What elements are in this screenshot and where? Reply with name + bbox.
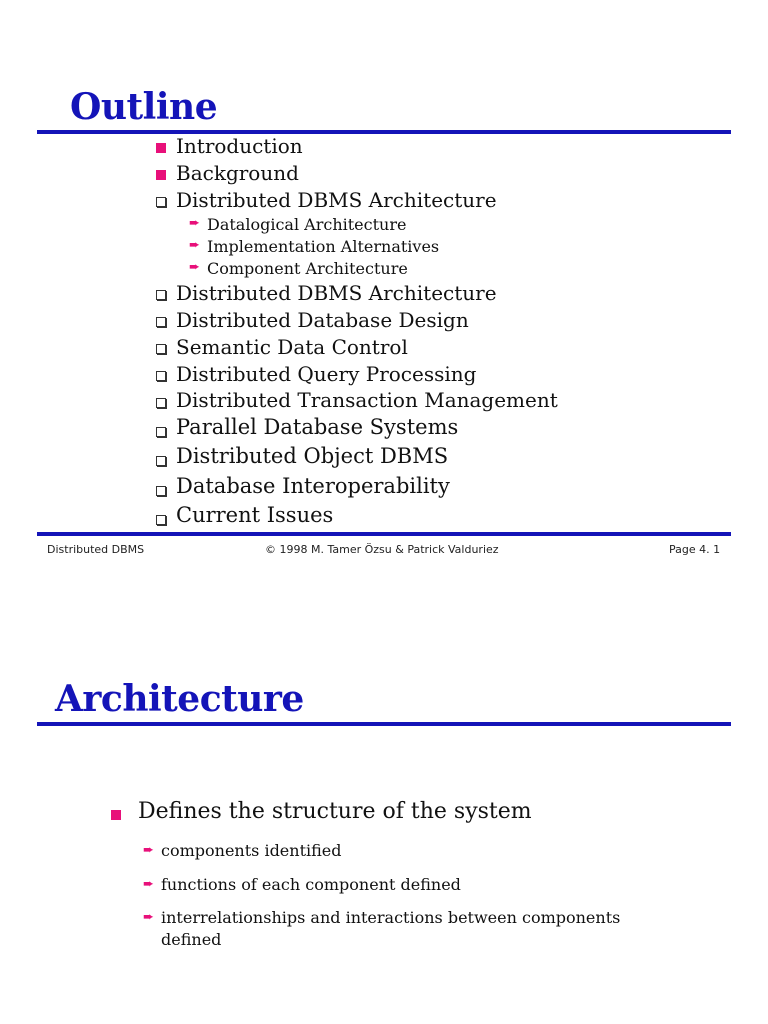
- outline-item: Current Issues: [176, 503, 334, 527]
- outline-item: Semantic Data Control: [176, 335, 408, 359]
- outline-item: Distributed Database Design: [176, 308, 469, 332]
- pointing-arrow-icon: ➨: [143, 877, 154, 892]
- pointing-arrow-icon: ➨: [143, 843, 154, 858]
- pointing-arrow-icon: ➨: [189, 216, 200, 231]
- outline-subitem: Component Architecture: [207, 259, 408, 278]
- filled-square-bullet-icon: [111, 810, 121, 820]
- sub-point: components identified: [161, 841, 342, 860]
- outline-item: Distributed Query Processing: [176, 362, 477, 386]
- footer-page-number: Page 4. 1: [669, 543, 721, 556]
- outline-item-architecture: Distributed DBMS Architecture: [176, 188, 497, 212]
- outline-item-background: Background: [176, 161, 299, 185]
- slide-title: Architecture: [55, 678, 304, 720]
- outline-subitem: Implementation Alternatives: [207, 237, 440, 256]
- footer-left: Distributed DBMS: [47, 543, 145, 556]
- title-rule: [37, 722, 731, 726]
- sub-point: functions of each component defined: [161, 875, 461, 894]
- outline-item: Distributed Transaction Management: [176, 388, 558, 412]
- sub-point: interrelationships and interactions between components: [161, 908, 621, 927]
- main-point: Defines the structure of the system: [138, 799, 532, 824]
- footer-copyright: © 1998 M. Tamer Özsu & Patrick Valduriez: [265, 543, 499, 556]
- pointing-arrow-icon: ➨: [189, 238, 200, 253]
- outline-item: Database Interoperability: [176, 474, 450, 498]
- outline-subitem: Datalogical Architecture: [207, 215, 407, 234]
- outline-item-introduction: Introduction: [176, 134, 303, 158]
- pointing-arrow-icon: ➨: [189, 260, 200, 275]
- pointing-arrow-icon: ➨: [143, 910, 154, 925]
- slide-title: Outline: [70, 86, 218, 128]
- outline-item: Distributed Object DBMS: [176, 444, 449, 468]
- outline-item: Distributed DBMS Architecture: [176, 281, 497, 305]
- sub-point-continuation: defined: [161, 930, 222, 949]
- outline-item: Parallel Database Systems: [176, 415, 459, 439]
